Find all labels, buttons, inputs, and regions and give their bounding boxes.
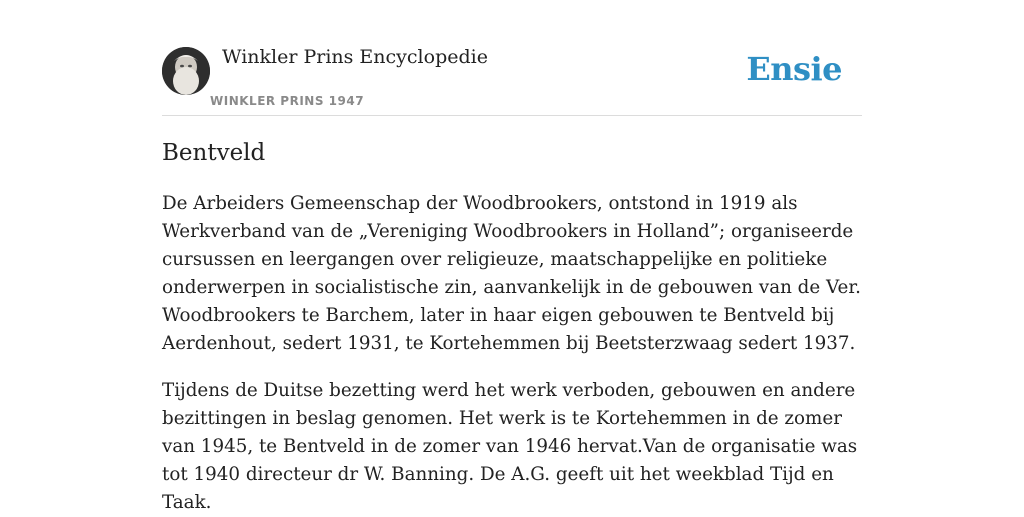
article-header — [162, 40, 862, 116]
article-title: Bentveld — [162, 140, 266, 166]
source-title[interactable]: Winkler Prins Encyclopedie — [222, 46, 488, 68]
brand-logo[interactable]: Ensie — [746, 50, 842, 88]
article-card — [162, 40, 862, 517]
article-paragraph: Tijdens de Duitse bezetting werd het werk verboden, gebouwen en andere bezittingen in beslag genomen. Het werk is te Kortehemmen in de zomer van 1945, te Bentveld in de zomer van 1946 hervat.Van de organisatie was tot 1940 directeur dr W. Banning. De A.G. geeft uit het weekblad Tijd en Taak. — [162, 380, 858, 513]
portrait-image — [162, 47, 210, 95]
article-paragraph: De Arbeiders Gemeenschap der Woodbrookers, ontstond in 1919 als Werkverband van de „Vereniging Woodbrookers in Holland”; organiseerde cursussen en leergangen over religieuze, maatschappelijke en politieke onderwerpen in socialistische zin, aanvankelijk in de gebouwen van de Ver. Woodbrookers te Barchem, later in haar eigen gebouwen te Bentveld bij Aerdenhout, sedert 1931, te Kortehemmen bij Beetsterzwaag sedert 1937. — [162, 193, 861, 354]
source-subtitle[interactable]: WINKLER PRINS 1947 — [210, 94, 365, 108]
author-avatar[interactable] — [162, 47, 210, 95]
